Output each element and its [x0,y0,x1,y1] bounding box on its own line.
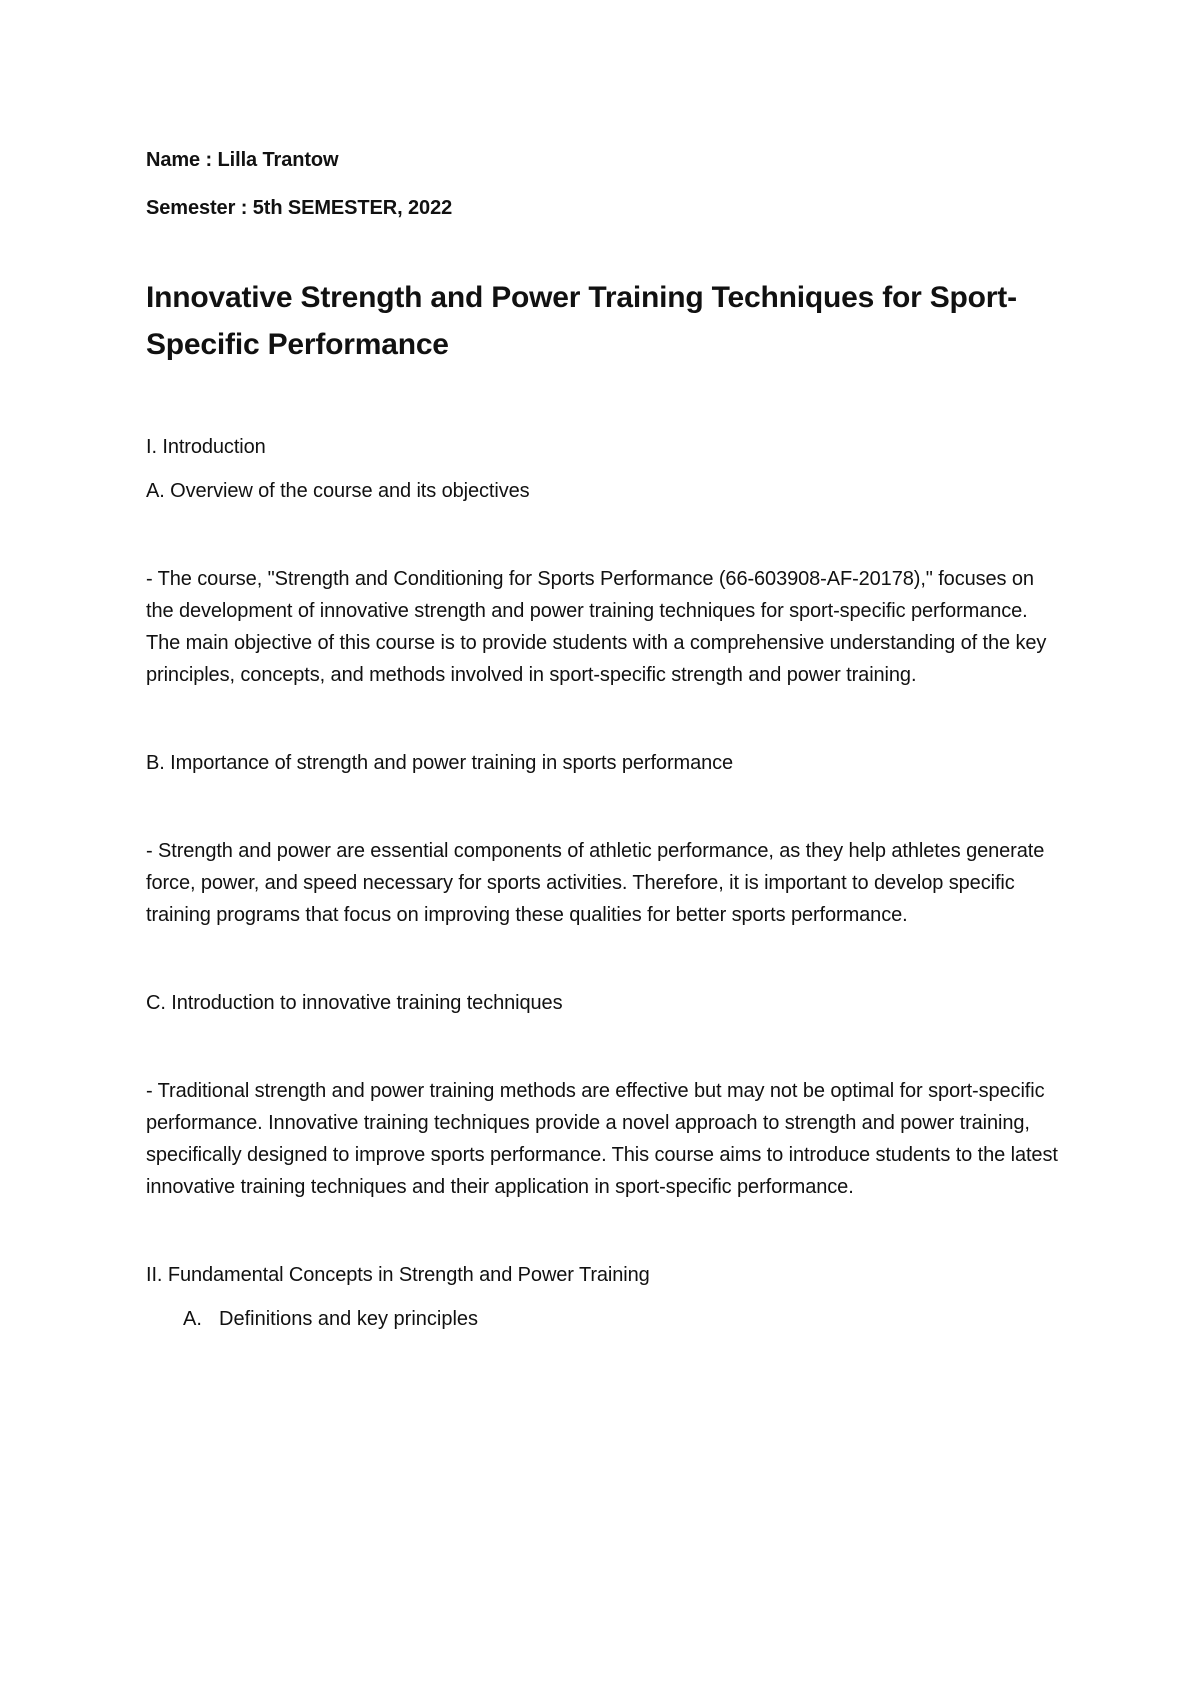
subsection-heading-importance: B. Importance of strength and power training in sports performance [146,752,734,774]
subsection-heading-overview: A. Overview of the course and its objectives [146,480,530,502]
list-item-definitions [146,1303,1066,1335]
section-heading-introduction: I. Introduction [146,436,266,458]
list-marker: A. [183,1308,202,1330]
paragraph-importance: - Strength and power are essential components of athletic performance, as they help athletes generate force, power, and speed necessary for sports activities. Therefore, it is important to develop specific training programs that focus on improving these qualities for better sports performance. [146,840,1045,926]
document-content [146,146,1066,1335]
semester-line: Semester : 5th SEMESTER, 2022 [146,197,453,219]
subsection-heading-innovative-techniques: C. Introduction to innovative training techniques [146,992,563,1014]
student-name: Name : Lilla Trantow [146,149,339,171]
list-item-label: Definitions and key principles [219,1308,479,1330]
paragraph-overview: - The course, "Strength and Conditioning for Sports Performance (66-603908-AF-20178)," focuses on the development of innovative strength and power training techniques for sport-specific performance. The main objective of this course is to provide students with a comprehensive understanding of the key principles, concepts, and methods involved in sport-specific strength and power training. [146,568,1047,686]
document-title: Innovative Strength and Power Training Techniques for Sport-Specific Performance [146,281,1017,361]
paragraph-innovative-techniques: - Traditional strength and power training methods are effective but may not be optimal for sport-specific performance. Innovative training techniques provide a novel approach to strength and power training, specifically designed to improve sports performance. This course aims to introduce students to the latest innovative training techniques and their application in sport-specific performance. [146,1080,1058,1198]
section-heading-fundamental-concepts: II. Fundamental Concepts in Strength and Power Training [146,1264,650,1286]
